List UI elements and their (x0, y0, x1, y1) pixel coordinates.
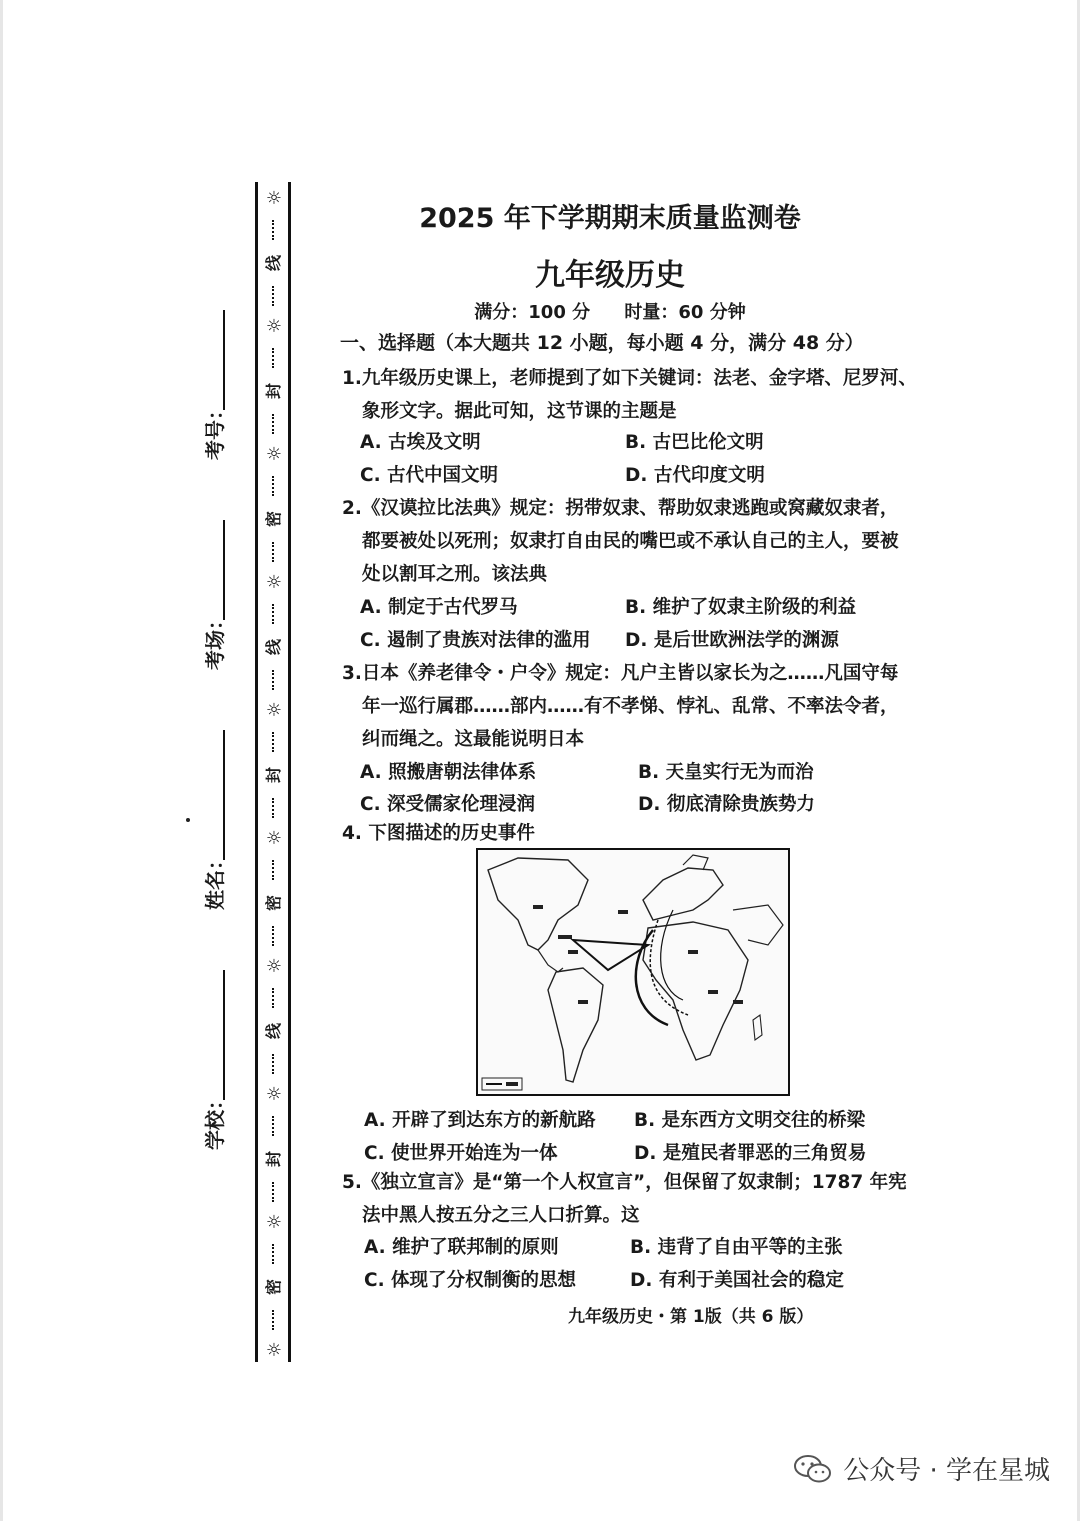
option-b[interactable]: B. 违背了自由平等的主张 (630, 1237, 843, 1258)
question-stem: 3.日本《养老律令・户令》规定：凡户主皆以家长为之……凡国守每 (342, 663, 899, 684)
question-stem: 4. 下图描述的历史事件 (342, 823, 535, 844)
seal-char: 线 (263, 254, 283, 272)
exam-meta (300, 298, 920, 324)
question-stem: 纠而绳之。这最能说明日本 (362, 729, 585, 750)
exam-subject: 九年级历史 (535, 258, 685, 293)
option-b[interactable]: B. 天皇实行无为而治 (638, 762, 814, 783)
watermark-text: 公众号 · 学在星城 (843, 1456, 1050, 1486)
question-stem: 法中黑人按五分之三人口折算。这 (362, 1205, 640, 1226)
field-name[interactable] (195, 720, 235, 910)
field-school[interactable] (195, 960, 235, 1150)
option-b[interactable]: B. 是东西方文明交往的桥梁 (634, 1110, 866, 1131)
star-icon: ☼ (265, 1340, 283, 1361)
question-2 (342, 492, 917, 591)
watermark (793, 1450, 1050, 1487)
question-stem: 5.《独立宣言》是“第一个人权宣言”，但保留了奴隶制；1787 年宪 (342, 1172, 907, 1193)
field-label: 姓名： (203, 850, 227, 910)
option-a[interactable]: A. 古埃及文明 (360, 432, 481, 453)
option-a[interactable]: A. 制定于古代罗马 (360, 597, 518, 618)
seal-char: 封 (263, 1150, 283, 1168)
option-d[interactable]: D. 彻底清除贵族势力 (638, 794, 815, 815)
option-c[interactable]: C. 使世界开始连为一体 (364, 1143, 558, 1164)
star-icon: ☼ (265, 316, 283, 337)
star-icon: ☼ (265, 956, 283, 977)
seal-char: 密 (263, 1278, 283, 1296)
scan-speck (186, 818, 190, 822)
exam-title: 2025 年下学期期末质量监测卷 (419, 203, 801, 234)
question-5 (342, 1166, 917, 1232)
option-d[interactable]: D. 是后世欧洲法学的渊源 (625, 630, 839, 651)
star-icon: ☼ (265, 700, 283, 721)
star-icon: ☼ (265, 1212, 283, 1233)
option-d[interactable]: D. 是殖民者罪恶的三角贸易 (634, 1143, 867, 1164)
field-label: 考号： (203, 400, 227, 460)
question-stem: 年一巡行属郡……部内……有不孝悌、悖礼、乱常、不率法令者， (362, 696, 899, 717)
time-limit: 时量：60 分钟 (624, 302, 746, 323)
page-footer: 九年级历史・第 1版（共 6 版） (568, 1307, 814, 1327)
seal-char: 线 (263, 1022, 283, 1040)
option-a[interactable]: A. 照搬唐朝法律体系 (360, 762, 537, 783)
world-map-svg (478, 850, 788, 1094)
option-d[interactable]: D. 古代印度文明 (625, 465, 765, 486)
option-c[interactable]: C. 深受儒家伦理浸润 (360, 794, 536, 815)
field-label: 考场： (203, 610, 227, 670)
field-label: 学校： (203, 1090, 227, 1150)
field-exam-number[interactable] (195, 300, 235, 460)
option-b[interactable]: B. 古巴比伦文明 (625, 432, 764, 453)
seal-char: 封 (263, 382, 283, 400)
star-icon: ☼ (265, 572, 283, 593)
wechat-icon (793, 1453, 833, 1485)
star-icon: ☼ (265, 828, 283, 849)
question-4 (342, 817, 917, 850)
seal-char: 密 (263, 894, 283, 912)
star-icon: ☼ (265, 1084, 283, 1105)
binding-line-left (255, 182, 258, 1362)
seal-char: 密 (263, 510, 283, 528)
option-c[interactable]: C. 遏制了贵族对法律的滥用 (360, 630, 591, 651)
candidate-fields (195, 300, 235, 1200)
question-stem: 1.九年级历史课上，老师提到了如下关键词：法老、金字塔、尼罗河、 (342, 368, 917, 389)
seal-column (260, 190, 288, 1360)
option-b[interactable]: B. 维护了奴隶主阶级的利益 (625, 597, 857, 618)
field-exam-room[interactable] (195, 510, 235, 670)
full-score: 满分：100 分 (474, 302, 591, 323)
option-a[interactable]: A. 开辟了到达东方的新航路 (364, 1110, 596, 1131)
question-stem: 都要被处以死刑；奴隶打自由民的嘴巴或不承认自己的主人，要被 (362, 531, 899, 552)
option-c[interactable]: C. 体现了分权制衡的思想 (364, 1270, 577, 1291)
option-c[interactable]: C. 古代中国文明 (360, 465, 499, 486)
option-d[interactable]: D. 有利于美国社会的稳定 (630, 1270, 844, 1291)
world-map-figure (476, 848, 790, 1096)
question-stem: 象形文字。据此可知，这节课的主题是 (362, 401, 677, 422)
option-a[interactable]: A. 维护了联邦制的原则 (364, 1237, 559, 1258)
question-3 (342, 657, 917, 756)
star-icon: ☼ (265, 444, 283, 465)
question-stem: 2.《汉谟拉比法典》规定：拐带奴隶、帮助奴隶逃跑或窝藏奴隶者， (342, 498, 899, 519)
question-stem: 处以割耳之刑。该法典 (362, 564, 548, 585)
seal-char: 线 (263, 638, 283, 656)
section-heading: 一、选择题（本大题共 12 小题，每小题 4 分，满分 48 分） (340, 332, 864, 354)
seal-char: 封 (263, 766, 283, 784)
star-icon: ☼ (265, 188, 283, 209)
binding-line-right (288, 182, 291, 1362)
question-1 (342, 362, 917, 428)
